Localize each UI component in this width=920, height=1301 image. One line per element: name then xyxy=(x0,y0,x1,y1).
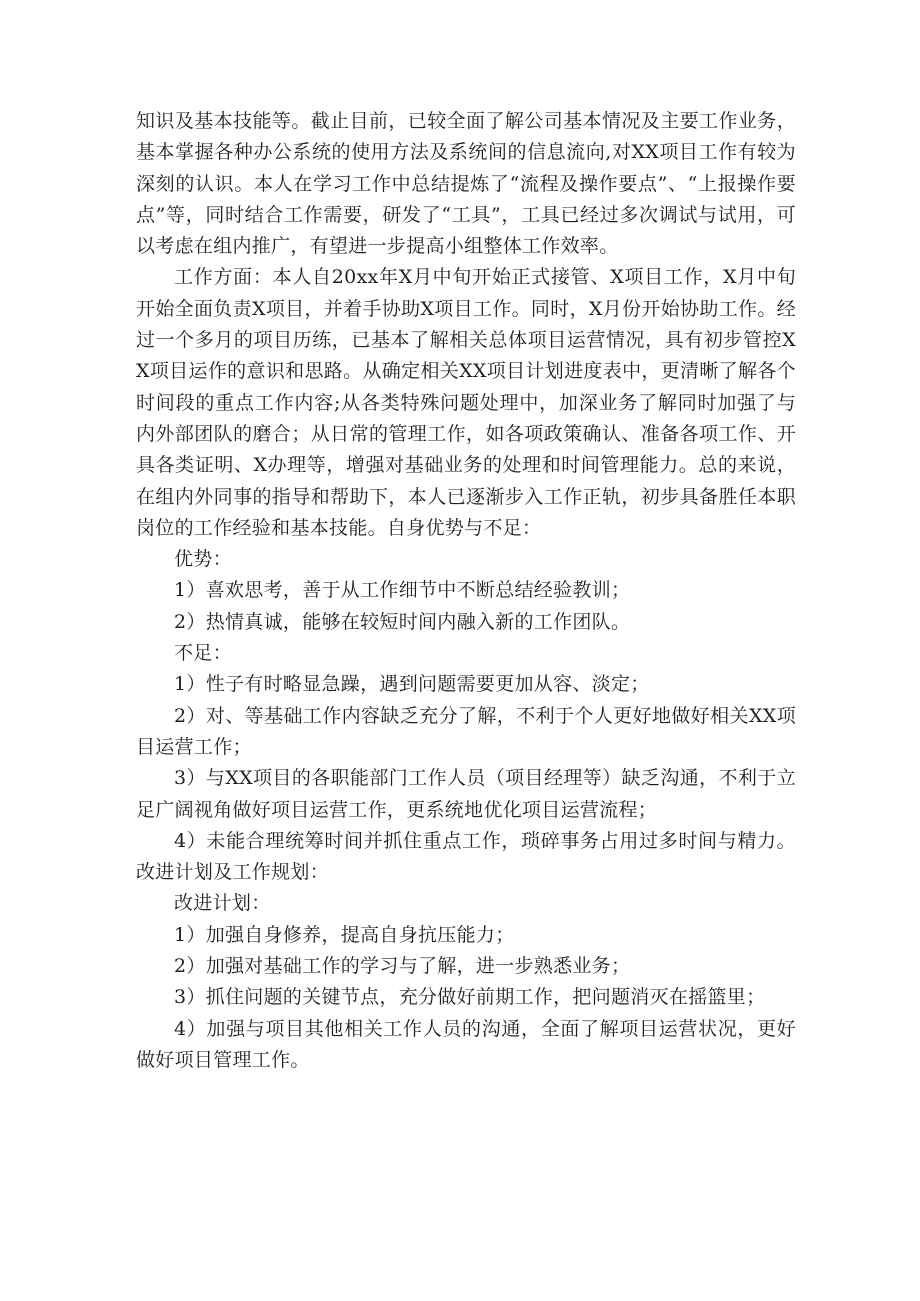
strength-item-2: 2）热情真诚，能够在较短时间内融入新的工作团队。 xyxy=(174,610,631,633)
plan-item-1: 1）加强自身修养，提高自身抗压能力； xyxy=(174,923,515,946)
plan-item-2: 2）加强对基础工作的学习与了解，进一步熟悉业务； xyxy=(174,955,631,978)
weakness-item-3: 3）与XX项目的各职能部门工作人员（项目经理等）缺乏沟通，不利于立足广阔视角做好项目运营工作，更系统地优化项目运营流程； xyxy=(136,767,796,821)
heading-weaknesses: 不足： xyxy=(174,642,232,665)
document-body xyxy=(136,106,796,1076)
paragraph-work-aspect: 工作方面：本人自20xx年X月中旬开始正式接管、X项目工作，X月中旬开始全面负责X项目，并着手协助X项目工作。同时，X月份开始协助工作。经过一个多月的项目历练，已基本了解相关总体项目运营情况，具有初步管控XX项目运作的意识和思路。从确定相关XX项目计划进度表中，更清晰了解各个时间段的重点工作内容;从各类特殊问题处理中，加深业务了解同时加强了与内外部团队的磨合；从日常的管理工作，如各项政策确认、准备各项工作、开具各类证明、X办理等，增强对基础业务的处理和时间管理能力。总的来说，在组内外同事的指导和帮助下，本人已逐渐步入工作正轨，初步具备胜任本职岗位的工作经验和基本技能。自身优势与不足： xyxy=(136,266,796,539)
paragraph-knowledge-summary: 知识及基本技能等。截止目前，已较全面了解公司基本情况及主要工作业务，基本掌握各种办公系统的使用方法及系统间的信息流向,对XX项目工作有较为深刻的认识。本人在学习工作中总结提炼了“流程及操作要点”、“上报操作要点”等，同时结合工作需要，研发了“工具”，工具已经过多次调试与试用，可以考虑在组内推广，有望进一步提高小组整体工作效率。 xyxy=(136,110,796,258)
weakness-item-1: 1）性子有时略显急躁，遇到问题需要更加从容、淡定； xyxy=(174,673,650,696)
plan-item-3: 3）抓住问题的关键节点，充分做好前期工作，把问题消灭在摇篮里； xyxy=(174,986,766,1009)
strength-item-1: 1）喜欢思考，善于从工作细节中不断总结经验教训； xyxy=(174,579,631,602)
heading-improvement-plan: 改进计划： xyxy=(174,892,271,915)
heading-strengths: 优势： xyxy=(174,548,232,571)
plan-item-4: 4）加强与项目其他相关工作人员的沟通，全面了解项目运营状况，更好做好项目管理工作。 xyxy=(136,1017,796,1071)
weakness-item-2: 2）对、等基础工作内容缺乏充分了解，不利于个人更好地做好相关XX项目运营工作； xyxy=(136,704,796,758)
weakness-item-4: 4）未能合理统筹时间并抓住重点工作，琐碎事务占用过多时间与精力。改进计划及工作规划： xyxy=(136,829,796,884)
